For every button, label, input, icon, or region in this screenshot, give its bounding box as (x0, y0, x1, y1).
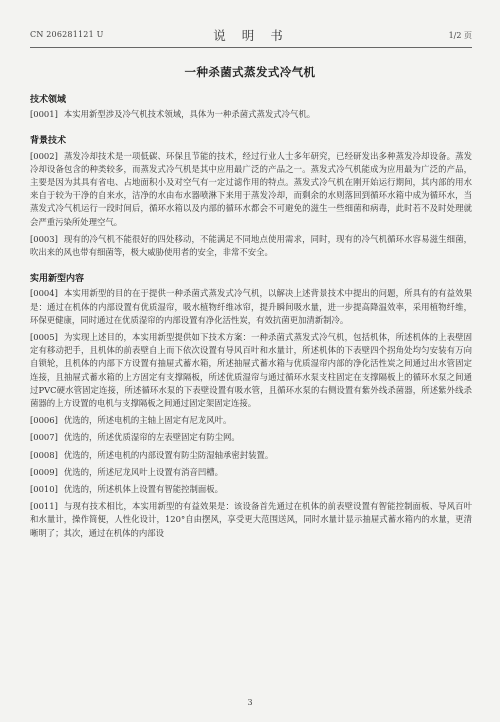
paragraph (30, 483, 472, 496)
paragraph-number: [0010] (30, 484, 58, 495)
paragraph-number: [0011] (30, 501, 58, 512)
paragraph-text: 优选的，所述电机的主轴上固定有尼龙风叶。 (63, 415, 232, 426)
paragraph-number: [0005] (30, 332, 58, 343)
paragraph (30, 150, 472, 229)
paragraph (30, 287, 472, 327)
paragraph-number: [0001] (30, 109, 58, 120)
page-number: 3 (247, 698, 253, 707)
paragraph-text: 现有的冷气机不能很好的四处移动，不能满足不同地点使用需求，同时，现有的冷气机循环水容易滋生细菌，吹出来的风也带有细菌等，极大威胁使用者的安全，非常不安全。 (30, 233, 472, 258)
header-divider (30, 47, 472, 48)
paragraph (30, 449, 472, 462)
page-header (30, 26, 472, 42)
doc-type: 说 明 书 (213, 28, 289, 43)
paragraph-number: [0006] (30, 415, 58, 426)
paragraph-text: 优选的，所述机体上设置有智能控制面板。 (63, 484, 223, 495)
paragraph (30, 500, 472, 540)
paragraph-text: 为实现上述目的，本实用新型提供如下技术方案：一种杀菌式蒸发式冷气机，包括机体，所述机体的上表壁固定有移动把手，且机体的前表壁自上而下依次设置有导风百叶和水量计，所述机体的下表壁四个拐角处均匀安装有万向自锁轮，且机体的内部下方设置有抽屉式蓄水箱，所述抽屉式蓄水箱与优质湿帘内部的净化活性炭之间通过出水管固定连接，且抽屉式蓄水箱的上方固定有支撑隔板，所述优质湿帘与通过循环水泵支柱固定在支撑隔板上的循环水泵之间通过PVC硬水管固定连接，所述循环水泵的下表壁设置有吸水管，且循环水泵的右侧设置有紫外线杀菌器，所述紫外线杀菌器的上方设置的电机与支撑隔板之间通过固定架固定连接。 (30, 332, 472, 409)
paragraph (30, 431, 472, 444)
paragraph (30, 466, 472, 479)
section-heading-background: 背景技术 (30, 136, 67, 147)
paragraph-number: [0004] (30, 288, 58, 299)
paragraph-text: 与现有技术相比，本实用新型的有益效果是：该设备首先通过在机体的前表壁设置有智能控制面板、导风百叶和水量计，操作简便，人性化设计，120°自由摆风，享受更大范围送风，同时水量计显示抽屉式蓄水箱内的水量，更清晰明了；其次，通过在机体的内部设 (30, 501, 472, 538)
paragraph (30, 233, 472, 259)
paragraph-number: [0008] (30, 449, 58, 460)
doc-number: CN 206281121 U (30, 30, 104, 39)
paragraph-number: [0002] (30, 150, 58, 161)
paragraph-text: 本实用新型的目的在于提供一种杀菌式蒸发式冷气机，以解决上述背景技术中提出的问题，所具有的有益效果是：通过在机体的内部设置有优质湿帘，吸水植物纤维冰帘，提升瞬间吸水量，进一步提高降温效率，采用植物纤维，环保更健康，同时通过在优质湿帘的内部设置有净化活性炭，有效抗菌更加清新制冷。 (30, 288, 472, 325)
document-title: 一种杀菌式蒸发式冷气机 (184, 65, 316, 79)
paragraph-text: 蒸发冷却技术是一项低碳、环保且节能的技术，经过行业人士多年研究，已经研发出多种蒸发冷却设备。蒸发冷却设备包含的种类较多，而蒸发式冷气机是其中应用最广泛的产品之一。蒸发式冷气机能成为应用最为广泛的产品，主要是因为其具有省电、占地面积小及对空气有一定过滤作用的特点。蒸发式冷气机在刚开始运行期间，其内部的用水来自于较为干净的自来水，洁净的水由布水器喷淋下来用于蒸发冷却，而剩余的水则落回到循环水箱中成为循环水，当蒸发式冷气机运行一段时间后，循环水箱以及内部的循环水都会不可避免的滋生一些细菌和病毒，此时若不及时处理就会严重污染所处理空气。 (30, 150, 472, 227)
paragraph-text: 优选的，所述尼龙风叶上设置有消音凹槽。 (63, 466, 223, 477)
paragraph-number: [0003] (30, 233, 58, 244)
paragraph-number: [0007] (30, 432, 58, 443)
section-heading-tech-field: 技术领域 (30, 95, 67, 105)
paragraph-text: 优选的，所述优质湿帘的左表壁固定有防尘网。 (63, 432, 240, 443)
section-heading-utility: 实用新型内容 (30, 274, 85, 285)
paragraph-number: [0009] (30, 466, 58, 477)
page-ratio: 1/2 页 (448, 31, 472, 40)
paragraph (30, 108, 472, 121)
paragraph-text: 优选的，所述电机的内部设置有防尘防湿轴承密封装置。 (63, 449, 274, 460)
paragraph (30, 331, 472, 410)
paragraph-text: 本实用新型涉及冷气机技术领域，具体为一种杀菌式蒸发式冷气机。 (63, 109, 316, 120)
paragraph (30, 414, 472, 427)
document-body (30, 94, 472, 544)
